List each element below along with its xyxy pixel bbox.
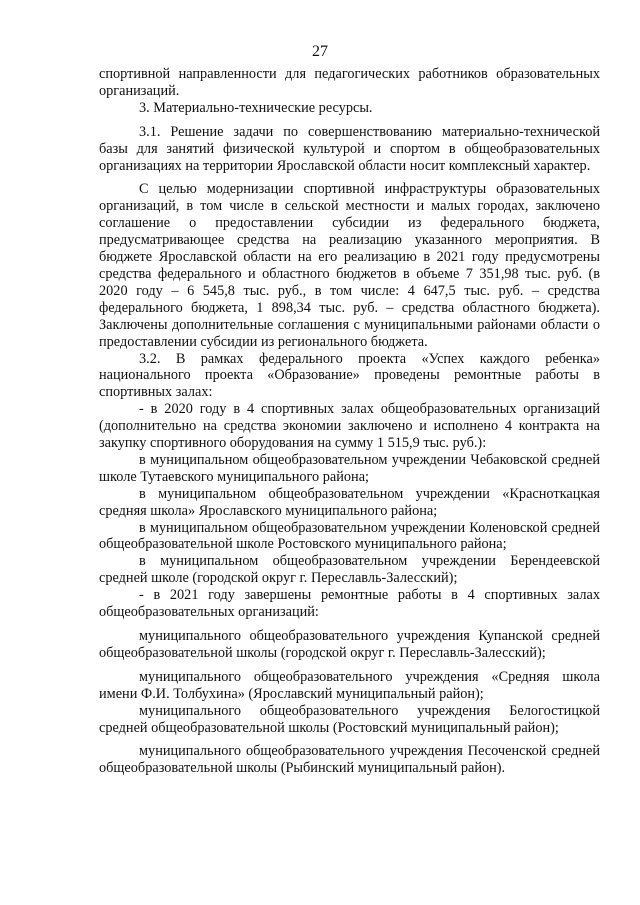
list-item: муниципального общеобразовательного учреждения «Средняя школа имени Ф.И. Толбухина» (Ярославский муниципальный район); (99, 668, 600, 702)
body-text (99, 66, 600, 777)
list-item: муниципального общеобразовательного учреждения Песоченской средней общеобразовательной школы (Рыбинский муниципальный район). (99, 743, 600, 777)
list-item: в муниципальном общеобразовательном учреждении Берендеевской средней школе (городской округ г. Переславль-Залесский); (99, 553, 600, 587)
list-item: муниципального общеобразовательного учреждения Белогостицкой средней общеобразовательной школы (Ростовский муниципальный район); (99, 702, 600, 736)
list-item: муниципального общеобразовательного учреждения Купанской средней общеобразовательной школы (городской округ г. Переславль-Залесский); (99, 628, 600, 661)
list-item: - в 2020 году в 4 спортивных залах общеобразовательных организаций (дополнительно на средства экономии заключено и исполнено 4 контракта на закупку спортивного оборудования на сумму 1 515,9 тыс. руб.): (99, 401, 600, 452)
list-item: в муниципальном общеобразовательном учреждении Чебаковской средней школе Тутаевского муниципального района; (99, 451, 600, 485)
section-heading: 3. Материально-технические ресурсы. (139, 99, 373, 116)
paragraph: 3.2. В рамках федерального проекта «Успех каждого ребенка» национального проекта «Образование» проведены ремонтные работы в спортивных залах: (99, 350, 600, 401)
list-item: - в 2021 году завершены ремонтные работы в 4 спортивных залах общеобразовательных организаций: (99, 587, 600, 621)
page-number: 27 (312, 43, 328, 60)
list-item: в муниципальном общеобразовательном учреждении Коленовской средней общеобразовательной школе Ростовского муниципального района; (99, 519, 600, 553)
list-item: в муниципальном общеобразовательном учреждении «Красноткацкая средняя школа» Ярославского муниципального района; (99, 485, 600, 519)
paragraph: 3.1. Решение задачи по совершенствованию материально-технической базы для занятий физической культурой и спортом в общеобразовательных организациях на территории Ярославской области носит комплексный характер. (99, 123, 600, 174)
paragraph: спортивной направленности для педагогических работников образовательных организаций. (99, 66, 600, 99)
paragraph: С целью модернизации спортивной инфраструктуры образовательных организаций, в том числе в сельской местности и малых городах, заключено соглашение о предоставлении субсидии из федерального бюджета, предусматривающее средства на реализацию указанного мероприятия. В бюджете Ярославской области на его реализацию в 2021 году предусмотрены средства федерального и областного бюджетов в объеме 7 351,98 тыс. руб. (в 2020 году – 6 545,8 тыс. руб., в том числе: 4 647,5 тыс. руб. – средства федерального бюджета, 1 898,34 тыс. руб. – средства областного бюджета). Заключены дополнительные соглашения с муниципальными районами области о предоставлении субсидии из регионального бюджета. (99, 181, 600, 350)
